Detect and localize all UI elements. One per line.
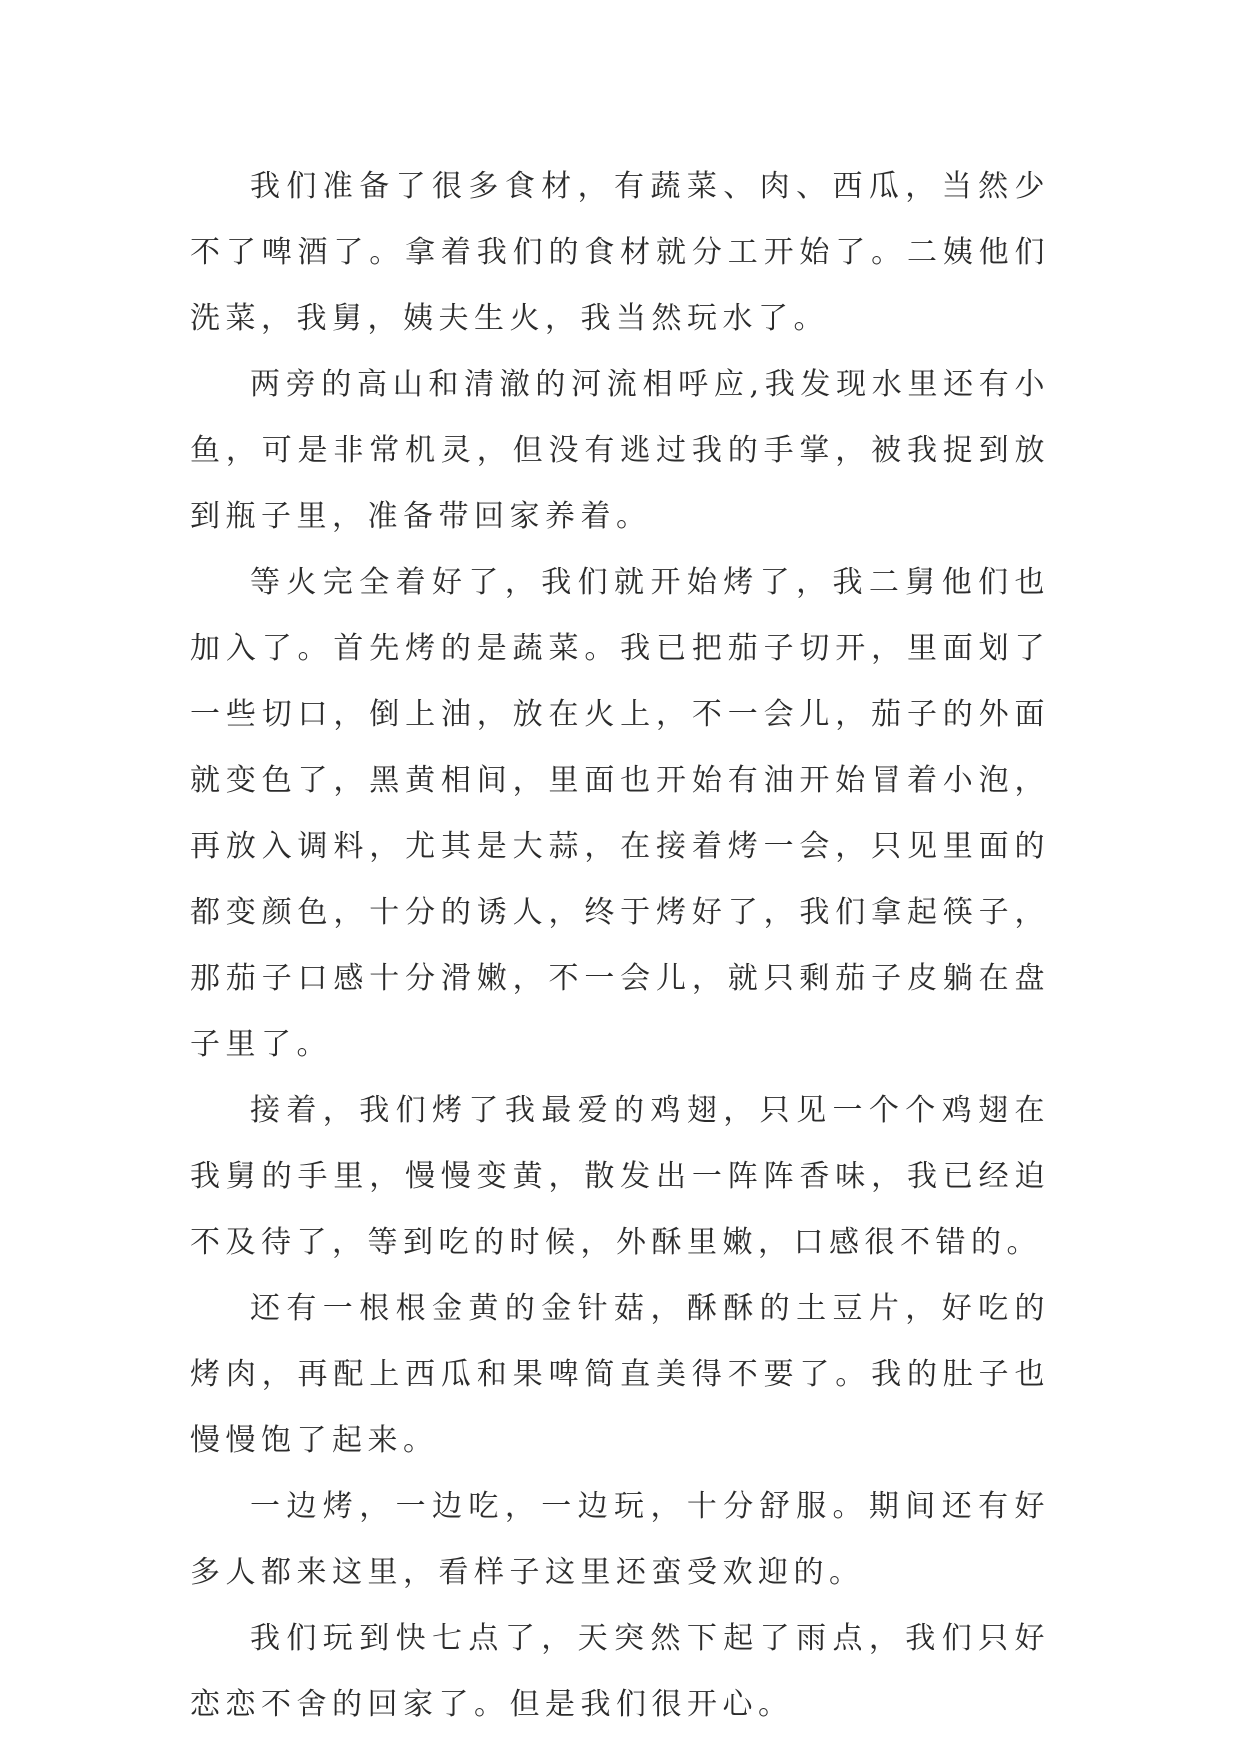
paragraph-chicken-wings: 接着，我们烤了我最爱的鸡翅，只见一个个鸡翅在我舅的手里，慢慢变黄，散发出一阵阵香味，我已经迫不及待了，等到吃的时候，外酥里嫩，口感很不错的。 — [190, 1093, 1050, 1260]
paragraph-grilling-eggplant: 等火完全着好了，我们就开始烤了，我二舅他们也加入了。首先烤的是蔬菜。我已把茄子切开，里面划了一些切口，倒上油，放在火上，不一会儿，茄子的外面就变色了，黑黄相间，里面也开始有油开始冒着小泡，再放入调料，尤其是大蒜，在接着烤一会，只见里面的都变颜色，十分的诱人，终于烤好了，我们拿起筷子，那茄子口感十分滑嫩，不一会儿，就只剩茄子皮躺在盘子里了。 — [190, 565, 1050, 1062]
document-body — [190, 154, 1050, 1738]
paragraph-ingredients: 我们准备了很多食材，有蔬菜、肉、西瓜，当然少不了啤酒了。拿着我们的食材就分工开始了。二姨他们洗菜，我舅，姨夫生火，我当然玩水了。 — [190, 169, 1050, 336]
paragraph-river-fish: 两旁的高山和清澈的河流相呼应,我发现水里还有小鱼，可是非常机灵，但没有逃过我的手掌，被我捉到放到瓶子里，准备带回家养着。 — [190, 367, 1050, 534]
paragraph-mushrooms-potatoes: 还有一根根金黄的金针菇，酥酥的土豆片，好吃的烤肉，再配上西瓜和果啤简直美得不要了。我的肚子也慢慢饱了起来。 — [190, 1291, 1050, 1458]
paragraph-going-home: 我们玩到快七点了，天突然下起了雨点，我们只好恋恋不舍的回家了。但是我们很开心。 — [190, 1621, 1050, 1722]
paragraph-eating-playing: 一边烤，一边吃，一边玩，十分舒服。期间还有好多人都来这里，看样子这里还蛮受欢迎的。 — [190, 1489, 1050, 1590]
